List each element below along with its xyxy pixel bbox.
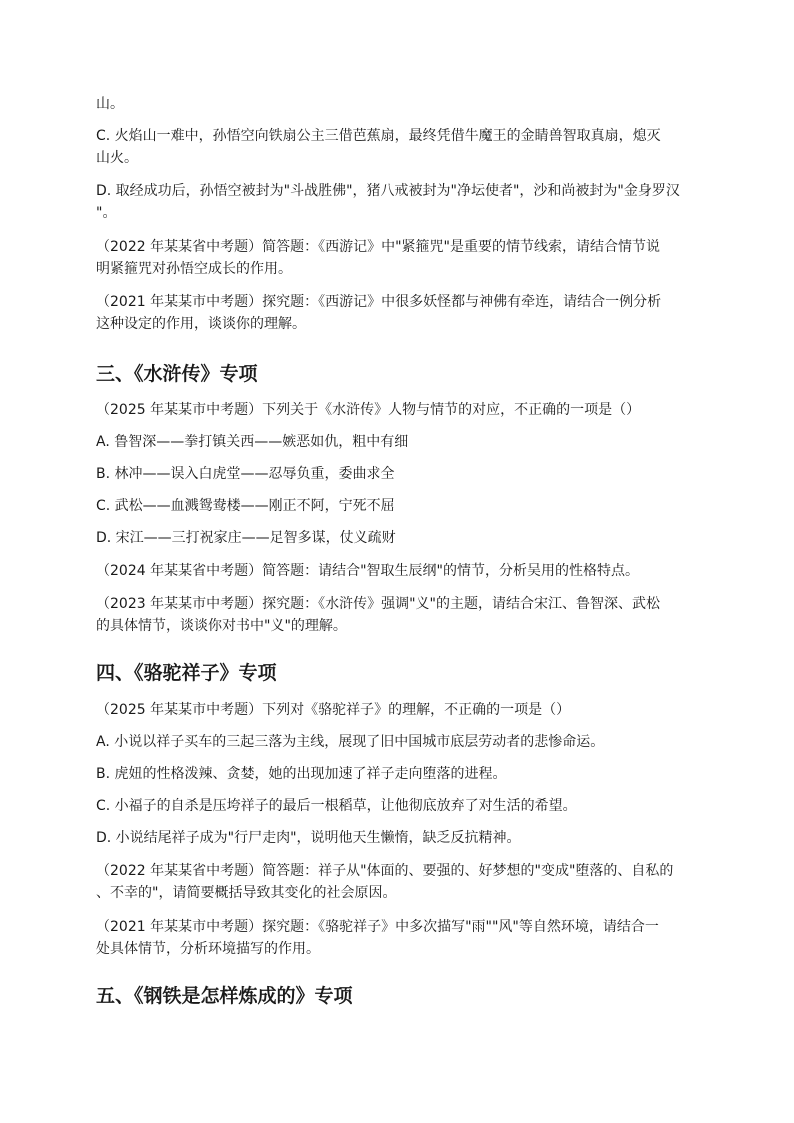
text-line: 山。 xyxy=(96,96,124,112)
option-d: D. 小说结尾祥子成为"行尸走肉"，说明他天生懒惰，缺乏反抗精神。 xyxy=(96,830,521,846)
option-d: D. 取经成功后，孙悟空被封为"斗战胜佛"，猪八戒被封为"净坛使者"，沙和尚被封为"金身罗汉 xyxy=(96,183,680,199)
option-b: B. 虎妞的性格泼辣、贪婪，她的出现加速了祥子走向堕落的进程。 xyxy=(96,766,507,782)
question-inquiry: （2021 年某某市中考题）探究题：《骆驼祥子》中多次描写"雨""风"等自然环境，请结合一 xyxy=(96,919,659,935)
section-heading-shuihu: 三、《水浒传》专项 xyxy=(96,363,258,385)
question-short-answer: （2022 年某某省中考题）简答题：祥子从"体面的、要强的、好梦想的"变成"堕落的、自私的 xyxy=(96,863,674,879)
question-inquiry: （2021 年某某市中考题）探究题：《西游记》中很多妖怪都与神佛有牵连，请结合一例分析 xyxy=(96,294,662,310)
question-short-answer: （2024 年某某省中考题）简答题：请结合"智取生辰纲"的情节，分析吴用的性格特点。 xyxy=(96,563,639,579)
question-inquiry: （2023 年某某市中考题）探究题：《水浒传》强调"义"的主题，请结合宋江、鲁智深、武松 xyxy=(96,596,660,612)
option-c: C. 小福子的自杀是压垮祥子的最后一根稻草，让他彻底放弃了对生活的希望。 xyxy=(96,798,577,814)
option-b: B. 林冲——误入白虎堂——忍辱负重，委曲求全 xyxy=(96,466,395,482)
option-c: C. 火焰山一难中，孙悟空向铁扇公主三借芭蕉扇，最终凭借牛魔王的金睛兽智取真扇，熄灭 xyxy=(96,128,661,144)
question-choice: （2025 年某某市中考题）下列关于《水浒传》人物与情节的对应，不正确的一项是（） xyxy=(96,402,641,418)
section-heading-luotuo: 四、《骆驼祥子》专项 xyxy=(96,662,277,684)
text-line: 、不幸的"，请简要概括导致其变化的社会原因。 xyxy=(96,885,397,901)
text-line: 山火。 xyxy=(96,150,138,166)
text-line: 的具体情节，谈谈你对书中"义"的理解。 xyxy=(96,618,347,634)
text-line: 处具体情节，分析环境描写的作用。 xyxy=(96,941,320,957)
question-choice: （2025 年某某市中考题）下列对《骆驼祥子》的理解，不正确的一项是（） xyxy=(96,702,571,718)
option-d: D. 宋江——三打祝家庄——足智多谋，仗义疏财 xyxy=(96,530,396,546)
text-line: 明紧箍咒对孙悟空成长的作用。 xyxy=(96,261,292,277)
section-heading-gangtie: 五、《钢铁是怎样炼成的》专项 xyxy=(96,985,353,1007)
question-short-answer: （2022 年某某省中考题）简答题：《西游记》中"紧箍咒"是重要的情节线索，请结合情节说 xyxy=(96,239,660,255)
text-line: "。 xyxy=(96,205,117,221)
text-line: 这种设定的作用，谈谈你的理解。 xyxy=(96,316,306,332)
option-a: A. 小说以祥子买车的三起三落为主线，展现了旧中国城市底层劳动者的悲惨命运。 xyxy=(96,734,605,750)
option-c: C. 武松——血溅鸳鸯楼——刚正不阿，宁死不屈 xyxy=(96,498,395,514)
option-a: A. 鲁智深——拳打镇关西——嫉恶如仇，粗中有细 xyxy=(96,434,409,450)
